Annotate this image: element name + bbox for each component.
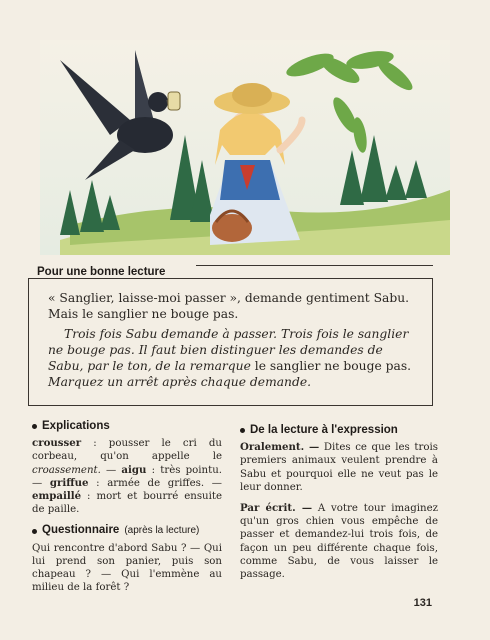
explications-text <box>32 437 222 516</box>
term-2: aigu <box>121 463 147 476</box>
def-1-italic: croassement <box>32 464 98 476</box>
bullet-icon <box>240 428 245 433</box>
term-3: griffue <box>49 476 89 489</box>
expression-title-text: De la lecture à l'expression <box>250 424 398 436</box>
oral-body: Dites ce que les trois premiers animaux veulent prendre à Sabu et pourquoi elle ne veut pas le leur donner. <box>240 442 438 493</box>
oral-label: Oralement. — <box>240 441 320 454</box>
def-3: : armée de griffes. — <box>88 477 222 489</box>
expression-title <box>240 424 438 437</box>
reading-paragraph-1: « Sanglier, laisse-moi passer », demande gentiment Sabu. Mais le sanglier ne bouge pas. <box>48 291 410 321</box>
questionnaire-title-text: Questionnaire <box>42 524 120 537</box>
right-column <box>240 424 438 589</box>
reading-box-text <box>48 290 418 394</box>
left-column <box>32 420 222 602</box>
reading-p2-italic-a: Trois fois Sabu demande à passer. Trois fois le sanglier ne bouge pas. Il faut bien distinguer les demandes de Sabu, par le ton, de la remarque <box>48 327 409 373</box>
story-illustration <box>40 40 450 255</box>
questionnaire-text: Qui rencontre d'abord Sabu ? — Qui lui prend son panier, puis son chapeau ? — Qui l'emmène au milieu de la forêt ? <box>32 542 222 594</box>
ecrit-body: A votre tour imaginez qu'un gros chien vous empêche de passer et demandez-lui trois fois, de façon un peu différente chaque fois, comme Sabu, de vous laisser le passage. <box>240 503 438 581</box>
reading-p2-italic-c: Marquez un arrêt après chaque demande. <box>48 375 312 389</box>
reading-box-heading: Pour une bonne lecture <box>34 266 170 278</box>
explications-title <box>32 420 222 433</box>
term-4: empaillé <box>32 490 82 503</box>
ecrit-text <box>240 502 438 581</box>
def-2: : très pointu. — <box>32 464 222 489</box>
def-4: : mort et bourré ensuite de paille. <box>32 491 222 516</box>
bullet-icon <box>32 529 37 534</box>
questionnaire-title <box>32 524 222 537</box>
def-1-end: . — <box>97 464 122 476</box>
reading-paragraph-2 <box>48 326 418 390</box>
oral-text <box>240 441 438 494</box>
page-number: 131 <box>413 597 432 609</box>
ecrit-label: Par écrit. — <box>240 502 313 515</box>
explications-title-text: Explications <box>42 420 110 432</box>
questionnaire-subtitle: (après la lecture) <box>124 525 200 537</box>
term-1: crousser <box>32 437 82 450</box>
reading-p2-plain: le sanglier ne bouge pas. <box>250 359 412 373</box>
bullet-icon <box>32 424 37 429</box>
reading-box-top-border <box>196 265 433 266</box>
def-1: : pousser le cri du corbeau, qu'on appelle le <box>32 438 222 463</box>
